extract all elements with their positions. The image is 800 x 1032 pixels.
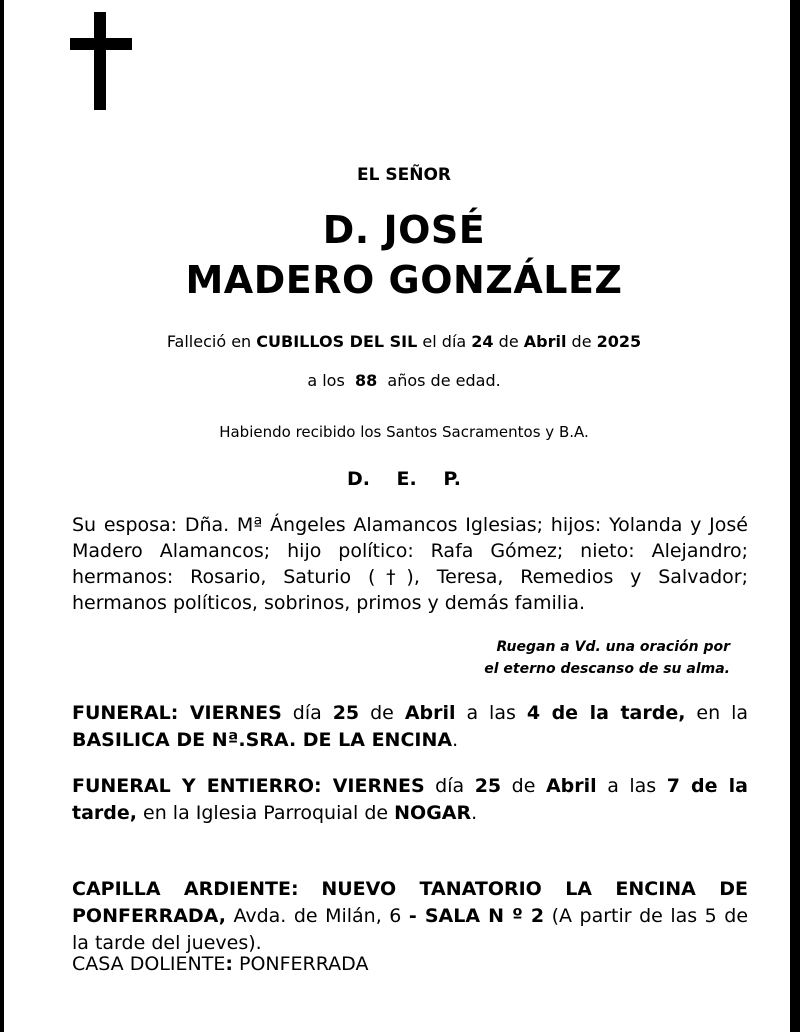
burial-info: FUNERAL Y ENTIERRO: VIERNES día 25 de Abril a las 7 de la tarde, en la Iglesia Parroquial de NOGAR. bbox=[72, 775, 748, 824]
age-info: a los 88 años de edad. bbox=[307, 371, 501, 390]
family-text: Su esposa: Dña. Mª Ángeles Alamancos Iglesias; hijos: Yolanda y José Madero Alamancos; hijo político: Rafa Gómez; nieto: Alejandro; hermanos: Rosario, Saturio (†), Teresa, Remedios y Salvador; hermanos políticos, sobrinos, primos y demás familia. bbox=[72, 514, 748, 614]
name-line-2: MADERO GONZÁLEZ bbox=[185, 258, 623, 302]
name-line-1: D. JOSÉ bbox=[322, 208, 486, 252]
cross-icon bbox=[70, 12, 132, 110]
dep-text: D. E. P. bbox=[346, 468, 462, 490]
chapel-info: CAPILLA ARDIENTE: NUEVO TANATORIO LA ENCINA DE PONFERRADA, Avda. de Milán, 6 - SALA N º 2 (A partir de las 5 de la tarde del jueves). bbox=[72, 878, 749, 954]
funeral-info: FUNERAL: VIERNES día 25 de Abril a las 4 de la tarde, en la BASILICA DE Nª.SRA. DE LA ENCINA. bbox=[72, 702, 748, 751]
obituary-sheet bbox=[4, 0, 790, 1032]
mourning-house: CASA DOLIENTE: PONFERRADA bbox=[72, 953, 369, 975]
title-label: EL SEÑOR bbox=[357, 165, 451, 185]
sacraments-text: Habiendo recibido los Santos Sacramentos y B.A. bbox=[219, 423, 589, 441]
prayer-request: Ruegan a Vd. una oración por el eterno descanso de su alma. bbox=[484, 639, 730, 677]
death-info: Falleció en CUBILLOS DEL SIL el día 24 de Abril de 2025 bbox=[166, 332, 642, 351]
